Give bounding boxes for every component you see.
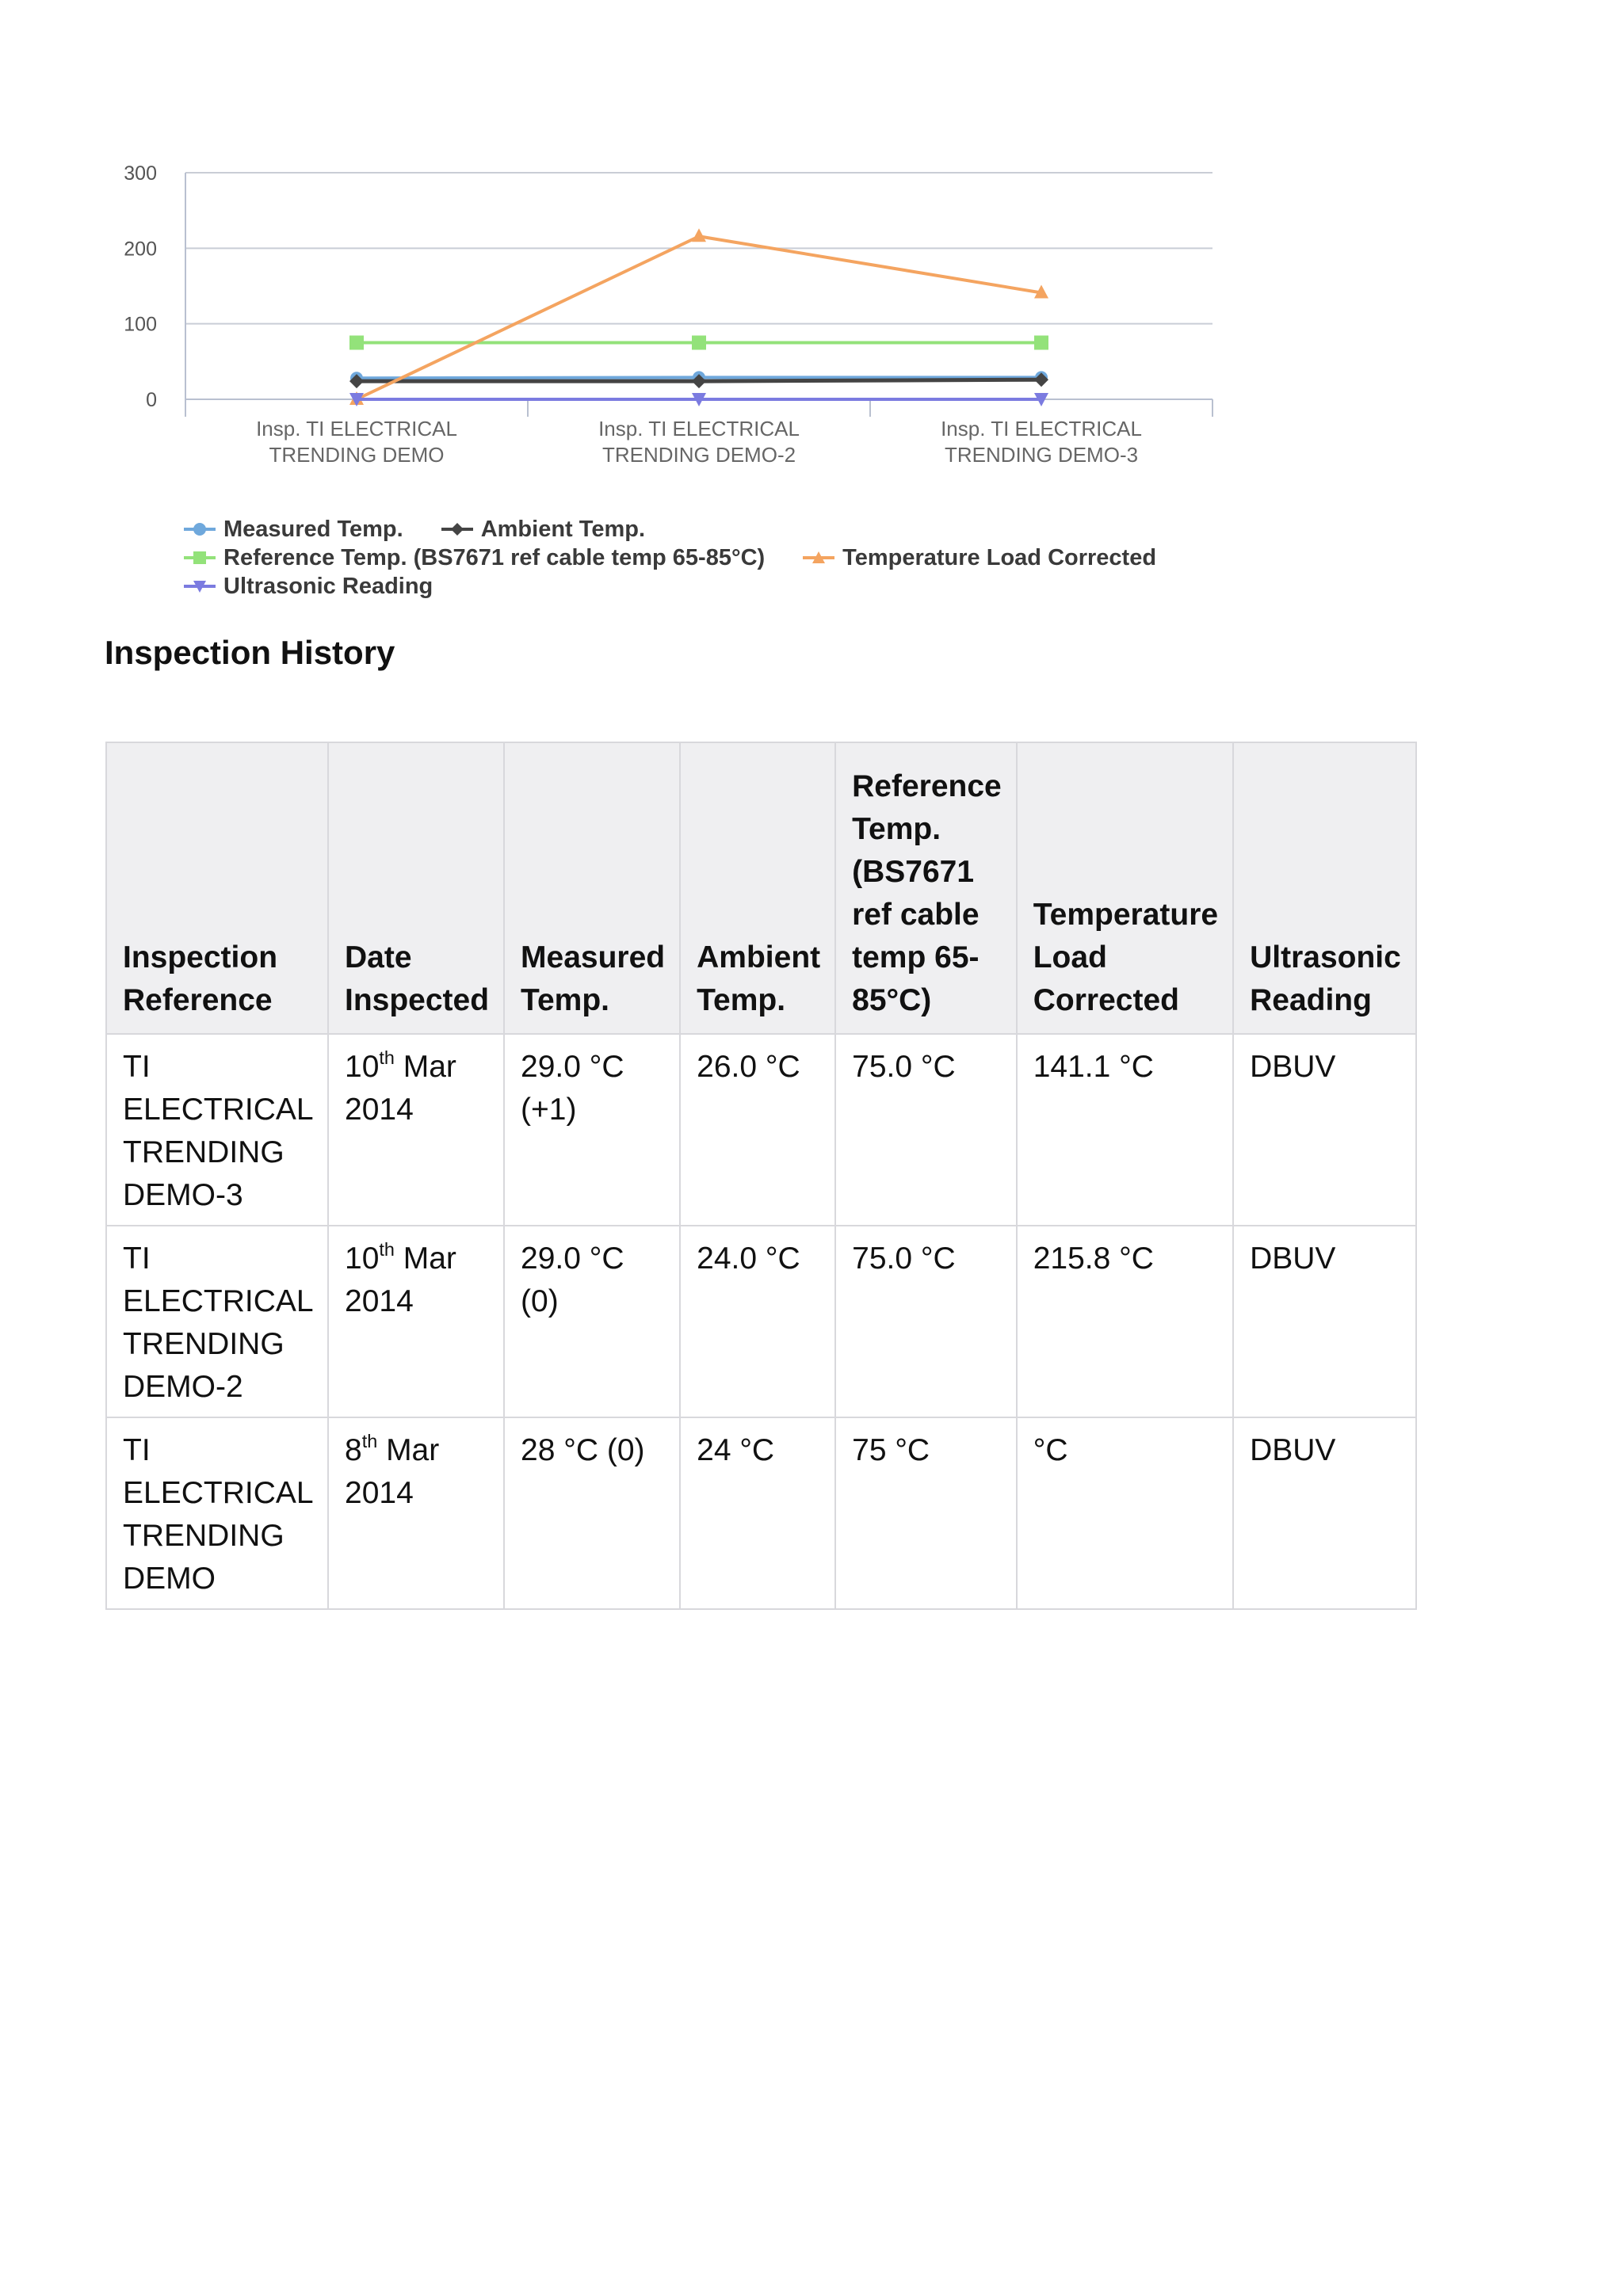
chart-gridlines	[185, 173, 1212, 324]
cell-measured: 28 °C (0)	[504, 1417, 680, 1609]
legend-item-ultrasonic	[184, 572, 433, 601]
inspection-history-table	[105, 742, 1417, 1610]
cell-measured: 29.0 °C (+1)	[504, 1034, 680, 1226]
chart-labels	[124, 162, 1142, 467]
cell-ambient: 24 °C	[680, 1417, 835, 1609]
data-point	[349, 336, 364, 350]
column-header-ultrasonic: Ultrasonic Reading	[1233, 742, 1416, 1034]
date-day: 8	[345, 1433, 362, 1467]
column-header-reference: Inspection Reference	[106, 742, 328, 1034]
cell-reference-temp: 75 °C	[835, 1417, 1017, 1609]
legend-label: Reference Temp. (BS7671 ref cable temp 65-85°C)	[223, 545, 766, 570]
cell-ultrasonic: DBUV	[1233, 1034, 1416, 1226]
legend-item-load-corrected	[803, 543, 1156, 572]
legend-label: Ambient Temp.	[480, 517, 646, 542]
legend-label: Temperature Load Corrected	[842, 545, 1157, 570]
cell-date	[328, 1226, 504, 1417]
legend-item-reference	[184, 543, 765, 572]
legend-item-ambient	[441, 515, 645, 543]
chart-legend	[184, 515, 1373, 601]
column-header-ambient: Ambient Temp.	[680, 742, 835, 1034]
date-suffix: th	[379, 1047, 395, 1068]
cell-load-corrected: 215.8 °C	[1017, 1226, 1233, 1417]
legend-marker-triangle-down-icon	[184, 578, 216, 594]
x-tick-label: Insp. TI ELECTRICAL TRENDING DEMO	[256, 417, 457, 467]
table-row	[106, 1226, 1416, 1417]
cell-load-corrected: 141.1 °C	[1017, 1034, 1233, 1226]
column-header-reference-temp: Reference Temp. (BS7671 ref cable temp 65-85°C)	[835, 742, 1017, 1034]
y-tick-label: 0	[146, 389, 157, 411]
legend-marker-square-icon	[184, 550, 216, 566]
cell-measured: 29.0 °C (0)	[504, 1226, 680, 1417]
date-month-year: Mar 2014	[345, 1433, 440, 1510]
legend-marker-triangle-up-icon	[803, 550, 834, 566]
cell-reference-temp: 75.0 °C	[835, 1034, 1017, 1226]
x-tick-label: Insp. TI ELECTRICAL TRENDING DEMO-3	[941, 417, 1142, 467]
cell-reference: TI ELECTRICAL TRENDING DEMO	[106, 1417, 328, 1609]
cell-date	[328, 1417, 504, 1609]
y-tick-label: 300	[124, 162, 157, 185]
trend-chart	[0, 0, 1623, 507]
section-title: Inspection History	[105, 634, 395, 671]
date-month-year: Mar 2014	[345, 1241, 456, 1318]
column-header-load-corrected: Temperature Load Corrected	[1017, 742, 1233, 1034]
legend-label: Ultrasonic Reading	[223, 574, 433, 599]
cell-ultrasonic: DBUV	[1233, 1226, 1416, 1417]
legend-row-3	[184, 572, 1373, 601]
table-row	[106, 1417, 1416, 1609]
data-point	[692, 228, 706, 242]
column-header-date: Date Inspected	[328, 742, 504, 1034]
cell-reference-temp: 75.0 °C	[835, 1226, 1017, 1417]
date-month-year: Mar 2014	[345, 1050, 456, 1127]
legend-row-2	[184, 543, 1373, 572]
cell-ultrasonic: DBUV	[1233, 1417, 1416, 1609]
x-tick-label: Insp. TI ELECTRICAL TRENDING DEMO-2	[598, 417, 800, 467]
data-point	[692, 336, 706, 350]
table-header-row	[106, 742, 1416, 1034]
date-day: 10	[345, 1050, 380, 1084]
table-row	[106, 1034, 1416, 1226]
legend-label: Measured Temp.	[223, 517, 403, 542]
cell-load-corrected: °C	[1017, 1417, 1233, 1609]
data-point	[1034, 336, 1048, 350]
legend-row-1	[184, 515, 1373, 543]
cell-reference: TI ELECTRICAL TRENDING DEMO-3	[106, 1034, 328, 1226]
y-tick-label: 100	[124, 313, 157, 336]
date-day: 10	[345, 1241, 380, 1276]
column-header-measured: Measured Temp.	[504, 742, 680, 1034]
legend-marker-diamond-icon	[441, 521, 473, 537]
chart-series	[349, 228, 1048, 406]
legend-item-measured	[184, 515, 403, 543]
legend-marker-circle-icon	[184, 521, 216, 537]
y-tick-label: 200	[124, 238, 157, 261]
cell-ambient: 24.0 °C	[680, 1226, 835, 1417]
cell-reference: TI ELECTRICAL TRENDING DEMO-2	[106, 1226, 328, 1417]
date-suffix: th	[361, 1430, 378, 1451]
cell-ambient: 26.0 °C	[680, 1034, 835, 1226]
cell-date	[328, 1034, 504, 1226]
date-suffix: th	[379, 1238, 395, 1260]
